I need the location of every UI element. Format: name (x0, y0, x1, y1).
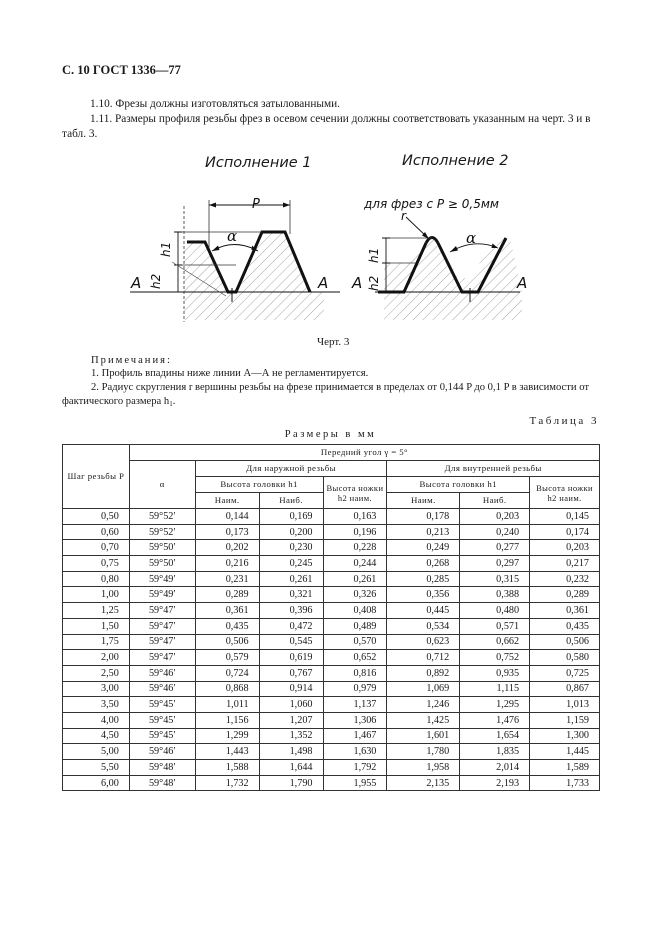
label-P: P (252, 197, 260, 212)
table-cell: 1,306 (323, 712, 387, 728)
header-int-h1: Высота головки h1 (387, 477, 530, 493)
table-cell: 1,780 (387, 744, 460, 760)
table-cell: 0,216 (195, 556, 259, 572)
label-h2: h2 (149, 273, 163, 289)
table-cell: 0,174 (530, 524, 600, 540)
table-units: Размеры в мм (284, 429, 377, 440)
table-cell: 0,623 (387, 634, 460, 650)
table-cell: 0,202 (195, 540, 259, 556)
table-cell: 0,163 (323, 509, 387, 525)
table-row (63, 712, 600, 728)
cell-alpha: 59°49′ (129, 587, 195, 603)
label-A-right-1: A (318, 274, 329, 292)
table-row (63, 697, 600, 713)
table-row (63, 744, 600, 760)
table-cell: 0,868 (195, 681, 259, 697)
table-cell: 1,207 (259, 712, 323, 728)
table-cell: 0,173 (195, 524, 259, 540)
cell-alpha: 59°47′ (129, 634, 195, 650)
table-cell: 1,476 (460, 712, 530, 728)
table-cell: 2,014 (460, 760, 530, 776)
note-2-end: . (172, 396, 176, 407)
table-cell: 0,472 (259, 618, 323, 634)
table-cell: 0,435 (195, 618, 259, 634)
table-cell: 2,193 (460, 775, 530, 791)
header-int-max: Наиб. (460, 493, 530, 509)
table-cell: 0,935 (460, 665, 530, 681)
table-cell: 0,203 (530, 540, 600, 556)
cell-alpha: 59°45′ (129, 697, 195, 713)
label-A-left-1: A (131, 274, 142, 292)
table-cell: 0,445 (387, 603, 460, 619)
table-cell: 0,244 (323, 556, 387, 572)
table-cell: 0,277 (460, 540, 530, 556)
figure-caption: Черт. 3 (317, 336, 350, 348)
table-cell: 1,588 (195, 760, 259, 776)
table-row (63, 509, 600, 525)
table-row (63, 540, 600, 556)
variant-1-profile (130, 200, 340, 322)
table-cell: 0,297 (460, 556, 530, 572)
note-2 (62, 381, 602, 411)
cell-alpha: 59°47′ (129, 618, 195, 634)
dimensions-table (62, 444, 600, 791)
cell-pitch: 1,75 (63, 634, 130, 650)
label-alpha: α (227, 227, 238, 245)
cell-alpha: 59°46′ (129, 744, 195, 760)
table-cell: 0,321 (259, 587, 323, 603)
table-cell: 0,169 (259, 509, 323, 525)
table-cell: 0,261 (323, 571, 387, 587)
table-cell: 1,601 (387, 728, 460, 744)
table-row (63, 650, 600, 666)
cell-alpha: 59°46′ (129, 681, 195, 697)
table-cell: 1,835 (460, 744, 530, 760)
table-cell: 1,300 (530, 728, 600, 744)
cell-alpha: 59°49′ (129, 571, 195, 587)
cell-pitch: 0,50 (63, 509, 130, 525)
table-cell: 0,979 (323, 681, 387, 697)
label-h1-2: h1 (367, 247, 381, 263)
table-cell: 1,156 (195, 712, 259, 728)
table-row (63, 634, 600, 650)
table-row (63, 524, 600, 540)
table-cell: 0,662 (460, 634, 530, 650)
table-row (63, 760, 600, 776)
table-cell: 0,144 (195, 509, 259, 525)
cell-pitch: 4,50 (63, 728, 130, 744)
thread-profile-drawing (110, 150, 550, 330)
table-cell: 1,159 (530, 712, 600, 728)
table-cell: 0,361 (530, 603, 600, 619)
table-cell: 0,356 (387, 587, 460, 603)
table-cell: 0,506 (195, 634, 259, 650)
table-cell: 0,752 (460, 650, 530, 666)
table-row (63, 681, 600, 697)
table-cell: 1,011 (195, 697, 259, 713)
table-cell: 0,480 (460, 603, 530, 619)
cell-pitch: 2,00 (63, 650, 130, 666)
table-cell: 0,816 (323, 665, 387, 681)
table-cell: 0,228 (323, 540, 387, 556)
cell-pitch: 6,00 (63, 775, 130, 791)
label-r: r (401, 209, 406, 223)
table-cell: 0,203 (460, 509, 530, 525)
header-ext-h2: Высота ножки h2 наим. (323, 477, 387, 509)
table-cell: 0,361 (195, 603, 259, 619)
variant-1-title: Исполнение 1 (205, 155, 312, 171)
table-cell: 0,534 (387, 618, 460, 634)
table-row (63, 571, 600, 587)
table-cell: 1,589 (530, 760, 600, 776)
header-int-h2: Высота ножки h2 наим. (530, 477, 600, 509)
page-header: С. 10 ГОСТ 1336—77 (62, 63, 181, 77)
cell-alpha: 59°47′ (129, 603, 195, 619)
note-2-text: 2. Радиус скругления r вершины резьбы на фрезе принимается в пределах от 0,144 P до 0,1 P в зависимости от фактического размера h (62, 382, 589, 407)
table-cell: 0,326 (323, 587, 387, 603)
table-cell: 1,955 (323, 775, 387, 791)
table-cell: 0,289 (195, 587, 259, 603)
paragraph-1-10: 1.10. Фрезы должны изготовляться затылованными. (90, 98, 341, 110)
cell-alpha: 59°48′ (129, 760, 195, 776)
label-alpha-2: α (466, 229, 477, 247)
table-cell: 0,712 (387, 650, 460, 666)
cell-pitch: 5,00 (63, 744, 130, 760)
table-cell: 0,213 (387, 524, 460, 540)
table-cell: 1,958 (387, 760, 460, 776)
header-ext-max: Наиб. (259, 493, 323, 509)
cell-alpha: 59°50′ (129, 556, 195, 572)
cell-pitch: 0,75 (63, 556, 130, 572)
cell-pitch: 3,50 (63, 697, 130, 713)
table-cell: 0,217 (530, 556, 600, 572)
label-h2-2: h2 (367, 275, 381, 291)
table-cell: 0,867 (530, 681, 600, 697)
table-cell: 0,580 (530, 650, 600, 666)
table-cell: 0,570 (323, 634, 387, 650)
header-rake: Передний угол γ = 5° (129, 445, 599, 461)
table-cell: 1,069 (387, 681, 460, 697)
table-cell: 1,115 (460, 681, 530, 697)
table-cell: 0,249 (387, 540, 460, 556)
table-row (63, 665, 600, 681)
table-cell: 1,630 (323, 744, 387, 760)
table-cell: 0,652 (323, 650, 387, 666)
cell-alpha: 59°45′ (129, 728, 195, 744)
table-cell: 0,240 (460, 524, 530, 540)
header-external: Для наружной резьбы (195, 461, 387, 477)
table-cell: 0,435 (530, 618, 600, 634)
table-cell: 0,571 (460, 618, 530, 634)
table-cell: 1,732 (195, 775, 259, 791)
cell-alpha: 59°48′ (129, 775, 195, 791)
note-2-subscript: 1 (169, 400, 173, 408)
table-cell: 0,178 (387, 509, 460, 525)
header-internal: Для внутренней резьбы (387, 461, 600, 477)
cell-alpha: 59°45′ (129, 712, 195, 728)
table-cell: 1,137 (323, 697, 387, 713)
table-cell: 0,914 (259, 681, 323, 697)
paragraph-1-11: 1.11. Размеры профиля резьбы фрез в осевом сечении должны соответствовать указанным на черт. 3 и в табл. 3. (62, 113, 591, 140)
note-1: 1. Профиль впадины ниже линии А—А не регламентируется. (91, 368, 369, 379)
header-alpha: α (129, 461, 195, 509)
table-row (63, 618, 600, 634)
table-cell: 0,230 (259, 540, 323, 556)
label-A-left-2: A (352, 274, 363, 292)
table-cell: 1,443 (195, 744, 259, 760)
table-cell: 0,231 (195, 571, 259, 587)
cell-alpha: 59°50′ (129, 540, 195, 556)
table-cell: 1,352 (259, 728, 323, 744)
label-h1: h1 (159, 241, 173, 257)
variant-2-title: Исполнение 2 (402, 153, 509, 169)
cell-pitch: 1,00 (63, 587, 130, 603)
cell-pitch: 1,25 (63, 603, 130, 619)
table-row (63, 775, 600, 791)
table-row (63, 603, 600, 619)
table-cell: 0,245 (259, 556, 323, 572)
table-cell: 0,268 (387, 556, 460, 572)
label-A-right-2: A (517, 274, 528, 292)
variant-2-note: для фрез с P ≥ 0,5мм (364, 197, 499, 211)
notes-title: Примечания: (91, 355, 172, 366)
table-cell: 0,579 (195, 650, 259, 666)
header-int-min: Наим. (387, 493, 460, 509)
table-cell: 0,396 (259, 603, 323, 619)
table-cell: 0,285 (387, 571, 460, 587)
header-pitch: Шаг резьбы P (63, 445, 130, 509)
table-row (63, 728, 600, 744)
table-cell: 1,445 (530, 744, 600, 760)
table-cell: 1,644 (259, 760, 323, 776)
table-cell: 1,790 (259, 775, 323, 791)
cell-alpha: 59°47′ (129, 650, 195, 666)
header-ext-h1: Высота головки h1 (195, 477, 323, 493)
cell-pitch: 1,50 (63, 618, 130, 634)
table-cell: 0,261 (259, 571, 323, 587)
table-cell: 0,145 (530, 509, 600, 525)
table-cell: 0,489 (323, 618, 387, 634)
cell-alpha: 59°46′ (129, 665, 195, 681)
table-cell: 1,246 (387, 697, 460, 713)
cell-alpha: 59°52′ (129, 524, 195, 540)
table-cell: 1,792 (323, 760, 387, 776)
variant-2-profile (375, 217, 522, 320)
cell-pitch: 4,00 (63, 712, 130, 728)
header-ext-min: Наим. (195, 493, 259, 509)
table-label: Таблица 3 (529, 415, 599, 427)
table-cell: 0,200 (259, 524, 323, 540)
table-cell: 2,135 (387, 775, 460, 791)
table-cell: 0,619 (259, 650, 323, 666)
table-row (63, 587, 600, 603)
table-cell: 0,506 (530, 634, 600, 650)
table-cell: 1,654 (460, 728, 530, 744)
table-cell: 1,733 (530, 775, 600, 791)
cell-pitch: 0,80 (63, 571, 130, 587)
table-cell: 0,232 (530, 571, 600, 587)
table-cell: 1,060 (259, 697, 323, 713)
cell-pitch: 5,50 (63, 760, 130, 776)
table-cell: 1,295 (460, 697, 530, 713)
table-cell: 0,388 (460, 587, 530, 603)
table-cell: 0,315 (460, 571, 530, 587)
cell-pitch: 3,00 (63, 681, 130, 697)
table-row (63, 556, 600, 572)
table-cell: 0,725 (530, 665, 600, 681)
table-cell: 1,467 (323, 728, 387, 744)
table-cell: 0,892 (387, 665, 460, 681)
table-cell: 0,408 (323, 603, 387, 619)
cell-alpha: 59°52′ (129, 509, 195, 525)
table-cell: 0,289 (530, 587, 600, 603)
table-cell: 0,724 (195, 665, 259, 681)
cell-pitch: 2,50 (63, 665, 130, 681)
cell-pitch: 0,70 (63, 540, 130, 556)
table-cell: 1,498 (259, 744, 323, 760)
table-cell: 1,013 (530, 697, 600, 713)
table-cell: 0,196 (323, 524, 387, 540)
table-cell: 1,299 (195, 728, 259, 744)
cell-pitch: 0,60 (63, 524, 130, 540)
table-cell: 1,425 (387, 712, 460, 728)
table-cell: 0,545 (259, 634, 323, 650)
table-cell: 0,767 (259, 665, 323, 681)
